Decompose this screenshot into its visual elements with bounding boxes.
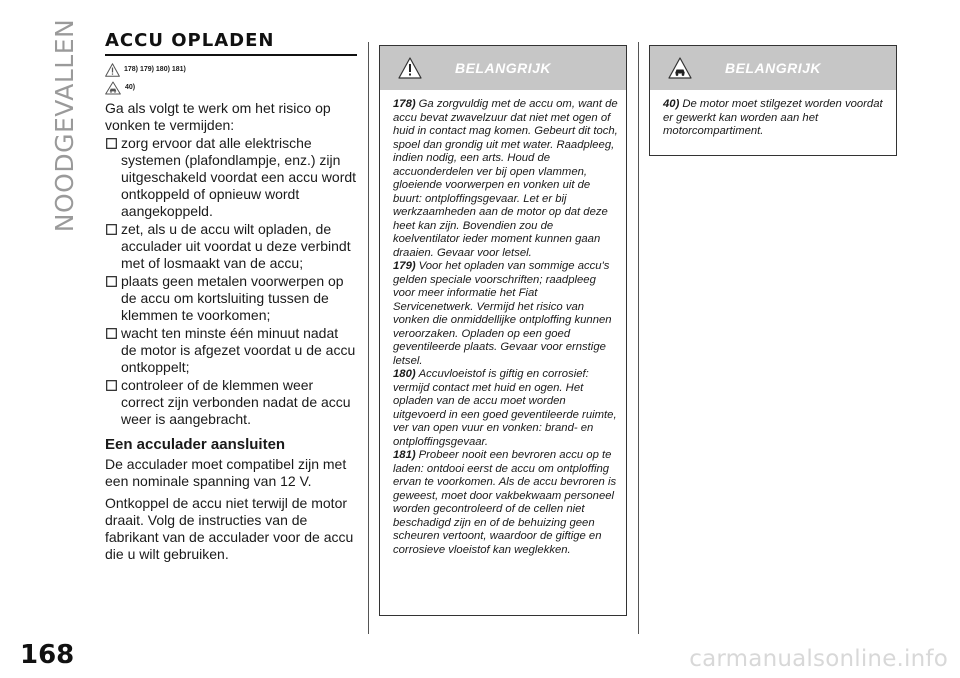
paragraph: De acculader moet compatibel zijn met een nominale spanning van 12 V. (105, 456, 347, 489)
column-divider (368, 42, 369, 634)
section-title: ACCU OPLADEN (105, 30, 357, 56)
warning-item: 181) Probeer nooit een bevroren accu op te laden: ontdooi eerst de accu om ontploffing ervan te voorkomen. Als de accu bevroren is geweest, moet door vakbekwaam personeel worden gecontroleerd of de cellen niet beschadigd zijn en of de behuizing geen scheuren vertoont, waardoor de giftige en corrosieve vloeistof kan weglekken. (393, 449, 617, 556)
main-section (105, 30, 357, 563)
list-item: controleer of de klemmen weer correct zijn verbonden nadat de accu weer is aangebracht. (105, 377, 357, 428)
warning-item: 180) Accuvloeistof is giftig en corrosief: vermijd contact met huid en ogen. Het opladen van de accu moet worden uitgevoerd in een goed geventileerde ruimte, ver van open vuur en vonken: brand- en ontploffingsgevaar. (393, 368, 617, 448)
attention-box-body (650, 90, 896, 145)
list-item: plaats geen metalen voorwerpen op de accu om kortsluiting tussen de klemmen te voorkomen; (105, 273, 357, 324)
attention-item: 40) De motor moet stilgezet worden voordat er gewerkt kan worden aan het motorcompartiment. (663, 98, 883, 137)
subheading: Een acculader aansluiten (105, 436, 286, 453)
list-item: zorg ervoor dat alle elektrische systemen (plafondlampje, enz.) zijn uitgeschakeld voordat een accu wordt ontkoppeld of opnieuw wordt aangekoppeld. (105, 135, 357, 220)
warning-box-header (380, 46, 626, 90)
car-warning-icon (105, 81, 121, 95)
warning-refs: 178) 179) 180) 181) (105, 61, 357, 78)
intro-text: Ga als volgt te werk om het risico op vonken te vermijden: (105, 100, 331, 133)
page-number: 168 (20, 640, 75, 670)
car-warning-icon (668, 57, 692, 79)
warning-triangle-icon (105, 63, 120, 77)
checkbox-icon (105, 224, 118, 235)
paragraph: Ontkoppel de accu niet terwijl de motor draait. Volg de instructies van de fabrikant van de acculader voor de accu die u wilt gebruiken. (105, 495, 354, 562)
list-item: wacht ten minste één minuut nadat de motor is afgezet voordat u de accu ontkoppelt; (105, 325, 357, 376)
warning-triangle-icon (398, 57, 422, 79)
attention-box-header (650, 46, 896, 90)
attention-box (649, 45, 897, 156)
checkbox-icon (105, 328, 118, 339)
box-title: BELANGRIJK (724, 60, 821, 76)
checkbox-icon (105, 138, 118, 149)
warning-box (379, 45, 627, 616)
checkbox-icon (105, 380, 118, 391)
list-item: zet, als u de accu wilt opladen, de acculader uit voordat u deze verbindt met of losmaakt van de accu; (105, 221, 357, 272)
watermark: carmanualsonline.info (689, 646, 948, 672)
warning-box-body (380, 90, 626, 563)
attention-refs: 40) (105, 79, 357, 96)
column-divider (638, 42, 639, 634)
chapter-label: NOODGEVALLEN (50, 18, 80, 232)
warning-item: 178) Ga zorgvuldig met de accu om, want de accu bevat zwavelzuur dat niet met ogen of huid in contact mag komen. Gebeurt dit toch, spoel dan grondig uit met water. Raadpleeg, indien nodig, een arts. Houd de accuonderdelen ver bij open vlammen, gloeiende voorwerpen en vonken uit de buurt: ontploffingsgevaar. Let er bij werkzaamheden aan de motor op dat deze heet kan zijn. Bovendien zou de koelventilator ieder moment kunnen gaan draaien. Gevaar voor letsel. (393, 98, 618, 259)
warning-item: 179) Voor het opladen van sommige accu's gelden speciale voorschriften; raadpleeg voor meer informatie het Fiat Servicenetwerk. Vermijd het risico van vonken die onmiddellijke ontploffing kunnen veroorzaken. Opladen op een goed geventileerde plaats. Gevaar voor ernstige letsel. (393, 260, 612, 367)
box-title: BELANGRIJK (454, 60, 551, 76)
checkbox-icon (105, 276, 118, 287)
